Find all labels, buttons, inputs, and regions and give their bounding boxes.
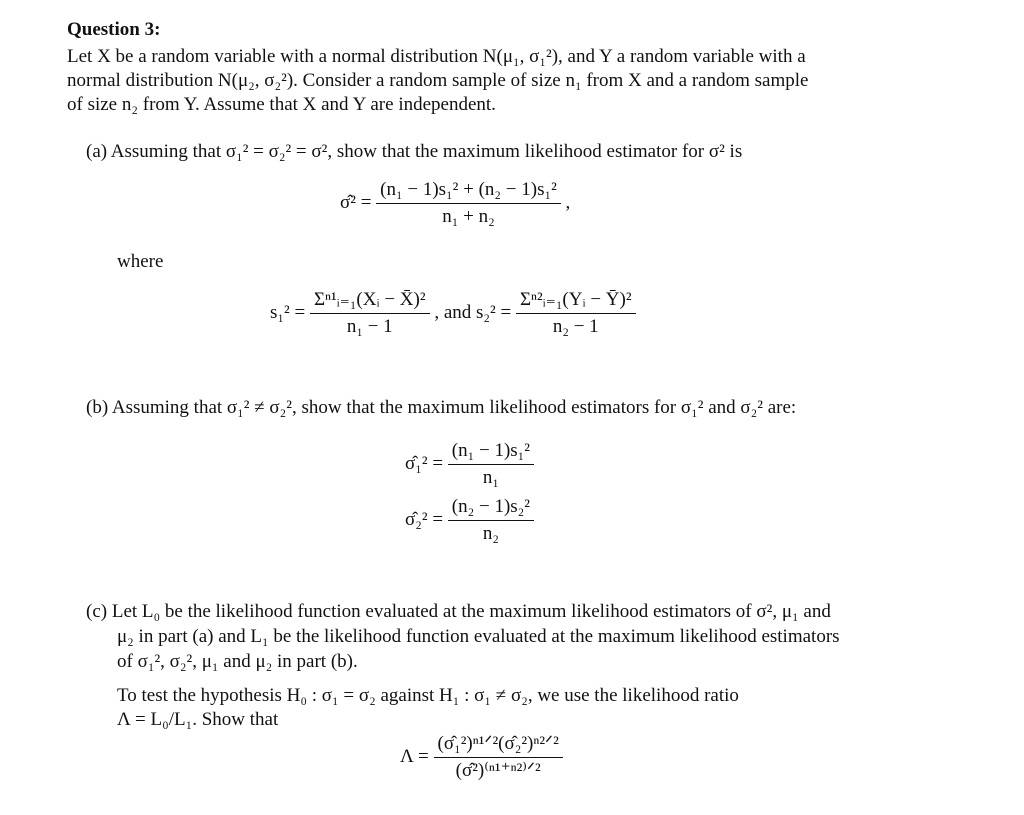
sigma1-fraction [448,439,534,490]
fraction-bar [448,464,534,465]
fraction-bar [434,757,563,758]
part-c-line-3: of σ₁², σ₂², μ₁ and μ₂ in part (b). [117,651,358,672]
sigma2-estimator-equation [405,495,534,546]
lambda-numerator: (σ̂₁²)ⁿ¹ᐟ²(σ̂₂²)ⁿ²ᐟ² [437,733,559,754]
pooled-variance-numerator: (n₁ − 1)s₁² + (n₂ − 1)s₁² [380,179,557,200]
sigma1-estimator-equation [405,439,534,490]
hypothesis-line-1: To test the hypothesis H₀ : σ₁ = σ₂ against H₁ : σ₁ ≠ σ₂, we use the likelihood ratio [117,685,739,706]
lambda-fraction [434,732,563,783]
fraction-bar [516,313,636,314]
hypothesis-line-2: Λ = L₀/L₁. Show that [117,709,279,730]
part-c-line-2: μ₂ in part (a) and L₁ be the likelihood function evaluated at the maximum likelihood estimators [117,626,840,647]
intro-line-3: of size n₂ from Y. Assume that X and Y are independent. [67,94,496,115]
intro-line-2: normal distribution N(μ₂, σ₂²). Consider a random sample of size n₁ from X and a random sample [67,70,809,91]
fraction-bar [448,520,534,521]
part-c-line-1: (c) Let L₀ be the likelihood function evaluated at the maximum likelihood estimators of σ², μ₁ and [86,601,831,622]
pooled-variance-denominator: n₁ + n₂ [442,206,495,227]
lambda-lhs: Λ = [400,745,429,767]
where-label: where [117,251,164,272]
s2-numerator: Σⁿ²ᵢ₌₁(Yᵢ − Ȳ)² [519,289,632,310]
question-title: Question 3: [67,19,161,40]
pooled-variance-fraction [376,178,561,229]
s1-lhs: s₁² = [270,301,306,323]
s1-fraction [310,288,430,339]
sigma1-numerator: (n₁ − 1)s₁² [451,440,530,461]
pooled-variance-comma: , [565,191,571,213]
sigma2-denominator: n₂ [482,523,499,544]
sigma2-fraction [448,495,534,546]
s2-fraction [516,288,636,339]
pooled-variance-equation [340,178,570,229]
likelihood-ratio-equation [400,732,563,783]
s2-lhs: , and s₂² = [434,301,512,323]
pooled-variance-lhs: σ̂² = [340,191,372,213]
lambda-denominator: (σ̂²)⁽ⁿ¹⁺ⁿ²⁾ᐟ² [455,760,541,781]
part-a-text: (a) Assuming that σ₁² = σ₂² = σ², show that the maximum likelihood estimator for σ² is [86,141,743,162]
s2-denominator: n₂ − 1 [552,316,599,337]
sample-variances-equation [270,288,636,339]
sigma1-lhs: σ̂₁² = [405,452,444,474]
fraction-bar [310,313,430,314]
part-b-text: (b) Assuming that σ₁² ≠ σ₂², show that the maximum likelihood estimators for σ₁² and σ₂² are: [86,397,797,418]
s1-numerator: Σⁿ¹ᵢ₌₁(Xᵢ − X̄)² [313,289,426,310]
fraction-bar [376,203,561,204]
sigma2-numerator: (n₂ − 1)s₂² [451,496,530,517]
intro-line-1: Let X be a random variable with a normal distribution N(μ₁, σ₁²), and Y a random variable with a [67,46,806,67]
sigma2-lhs: σ̂₂² = [405,508,444,530]
s1-denominator: n₁ − 1 [346,316,393,337]
sigma1-denominator: n₁ [482,467,499,488]
